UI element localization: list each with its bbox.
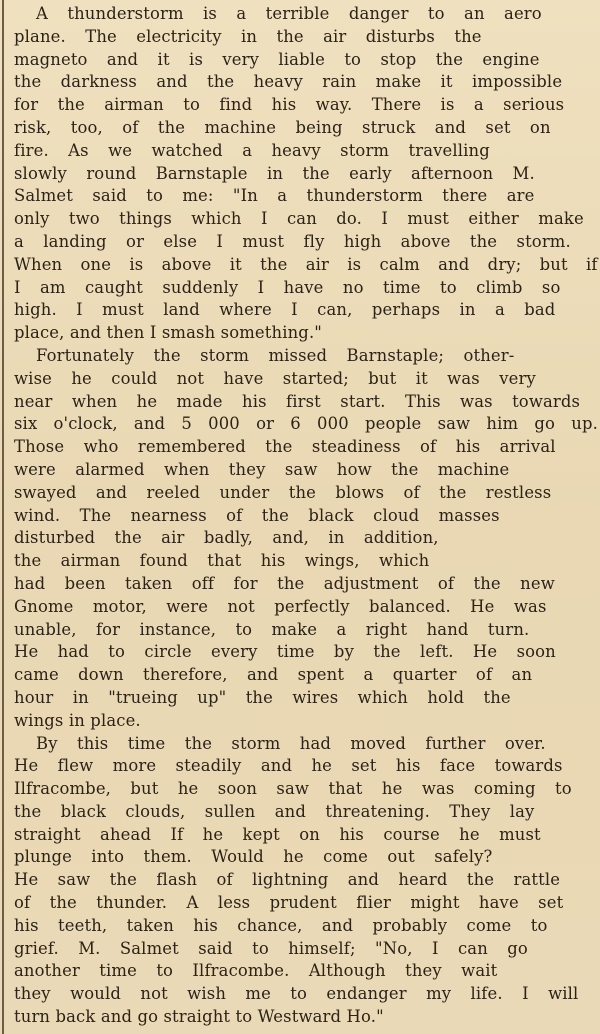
text-line: risk, too, of the machine being struck and set on <box>14 117 551 137</box>
text-line: He saw the flash of lightning and heard the rattle <box>14 870 561 890</box>
text-line: swayed and reeled under the blows of the restless <box>14 482 552 502</box>
text-line: plane. The electricity in the air disturbs the <box>14 26 482 46</box>
text-line: Ilfracombe, but he soon saw that he was coming to <box>14 779 572 799</box>
paragraph <box>14 345 600 733</box>
text-line: came down therefore, and spent a quarter of an <box>14 665 533 685</box>
text-line: He flew more steadily and he set his face towards <box>14 756 563 776</box>
paragraph <box>14 733 600 1029</box>
text-line: his teeth, taken his chance, and probably come to <box>14 915 548 935</box>
paragraph <box>14 3 600 345</box>
text-line: magneto and it is very liable to stop the engine <box>14 49 540 69</box>
column-rule <box>2 0 4 1034</box>
text-line: of the thunder. A less prudent flier might have set <box>14 893 564 913</box>
text-line: A thunderstorm is a terrible danger to an aero <box>36 4 542 23</box>
text-line: wise he could not have started; but it was very <box>14 368 536 388</box>
text-line: grief. M. Salmet said to himself; "No, I can go <box>14 938 528 958</box>
text-line: for the airman to find his way. There is a serious <box>14 95 565 115</box>
text-line: six o'clock, and 5 000 or 6 000 people saw him go up. <box>14 414 598 434</box>
text-line: the airman found that his wings, which <box>14 551 430 571</box>
text-line: place, and then I smash something." <box>14 323 322 343</box>
text-line: Fortunately the storm missed Barnstaple; other- <box>36 345 515 365</box>
text-line: He had to circle every time by the left. He soon <box>14 642 556 662</box>
cut-off-next-line <box>14 1024 600 1034</box>
text-line: high. I must land where I can, perhaps in a bad <box>14 300 556 320</box>
text-line: only two things which I can do. I must either make <box>14 209 584 229</box>
text-line: wings in place. <box>14 710 141 730</box>
text-line: were alarmed when they saw how the machine <box>14 459 510 479</box>
text-line: the black clouds, sullen and threatening. They lay <box>14 801 535 821</box>
text-line: straight ahead If he kept on his course he must <box>14 824 541 844</box>
text-line: When one is above it the air is calm and dry; but if <box>14 254 598 274</box>
text-line: slowly round Barnstaple in the early afternoon M. <box>14 163 535 183</box>
text-line: By this time the storm had moved further over. <box>36 733 546 753</box>
text-line: they would not wish me to endanger my life. I will <box>14 984 579 1004</box>
text-line: hour in "trueing up" the wires which hold the <box>14 687 511 707</box>
text-line: a landing or else I must fly high above the storm. <box>14 231 571 251</box>
text-line: turn back and go straight to Westward Ho." <box>14 1007 384 1027</box>
text-line: wind. The nearness of the black cloud masses <box>14 505 500 525</box>
text-line: fire. As we watched a heavy storm travelling <box>14 140 490 160</box>
text-line: another time to Ilfracombe. Although they wait <box>14 961 498 981</box>
text-line: disturbed the air badly, and, in addition, <box>14 528 439 548</box>
text-line: I am caught suddenly I have no time to climb so <box>14 277 561 297</box>
text-line: the darkness and the heavy rain make it impossible <box>14 72 563 92</box>
text-line: Salmet said to me: "In a thunderstorm there are <box>14 186 535 206</box>
text-line: near when he made his first start. This was towards <box>14 391 581 411</box>
text-line: plunge into them. Would he come out safely? <box>14 847 493 867</box>
article-column <box>14 3 600 1029</box>
text-line: unable, for instance, to make a right hand turn. <box>14 619 530 639</box>
text-line: Those who remembered the steadiness of his arrival <box>14 437 556 457</box>
text-line: had been taken off for the adjustment of the new <box>14 573 555 593</box>
text-line: Gnome motor, were not perfectly balanced. He was <box>14 596 547 616</box>
